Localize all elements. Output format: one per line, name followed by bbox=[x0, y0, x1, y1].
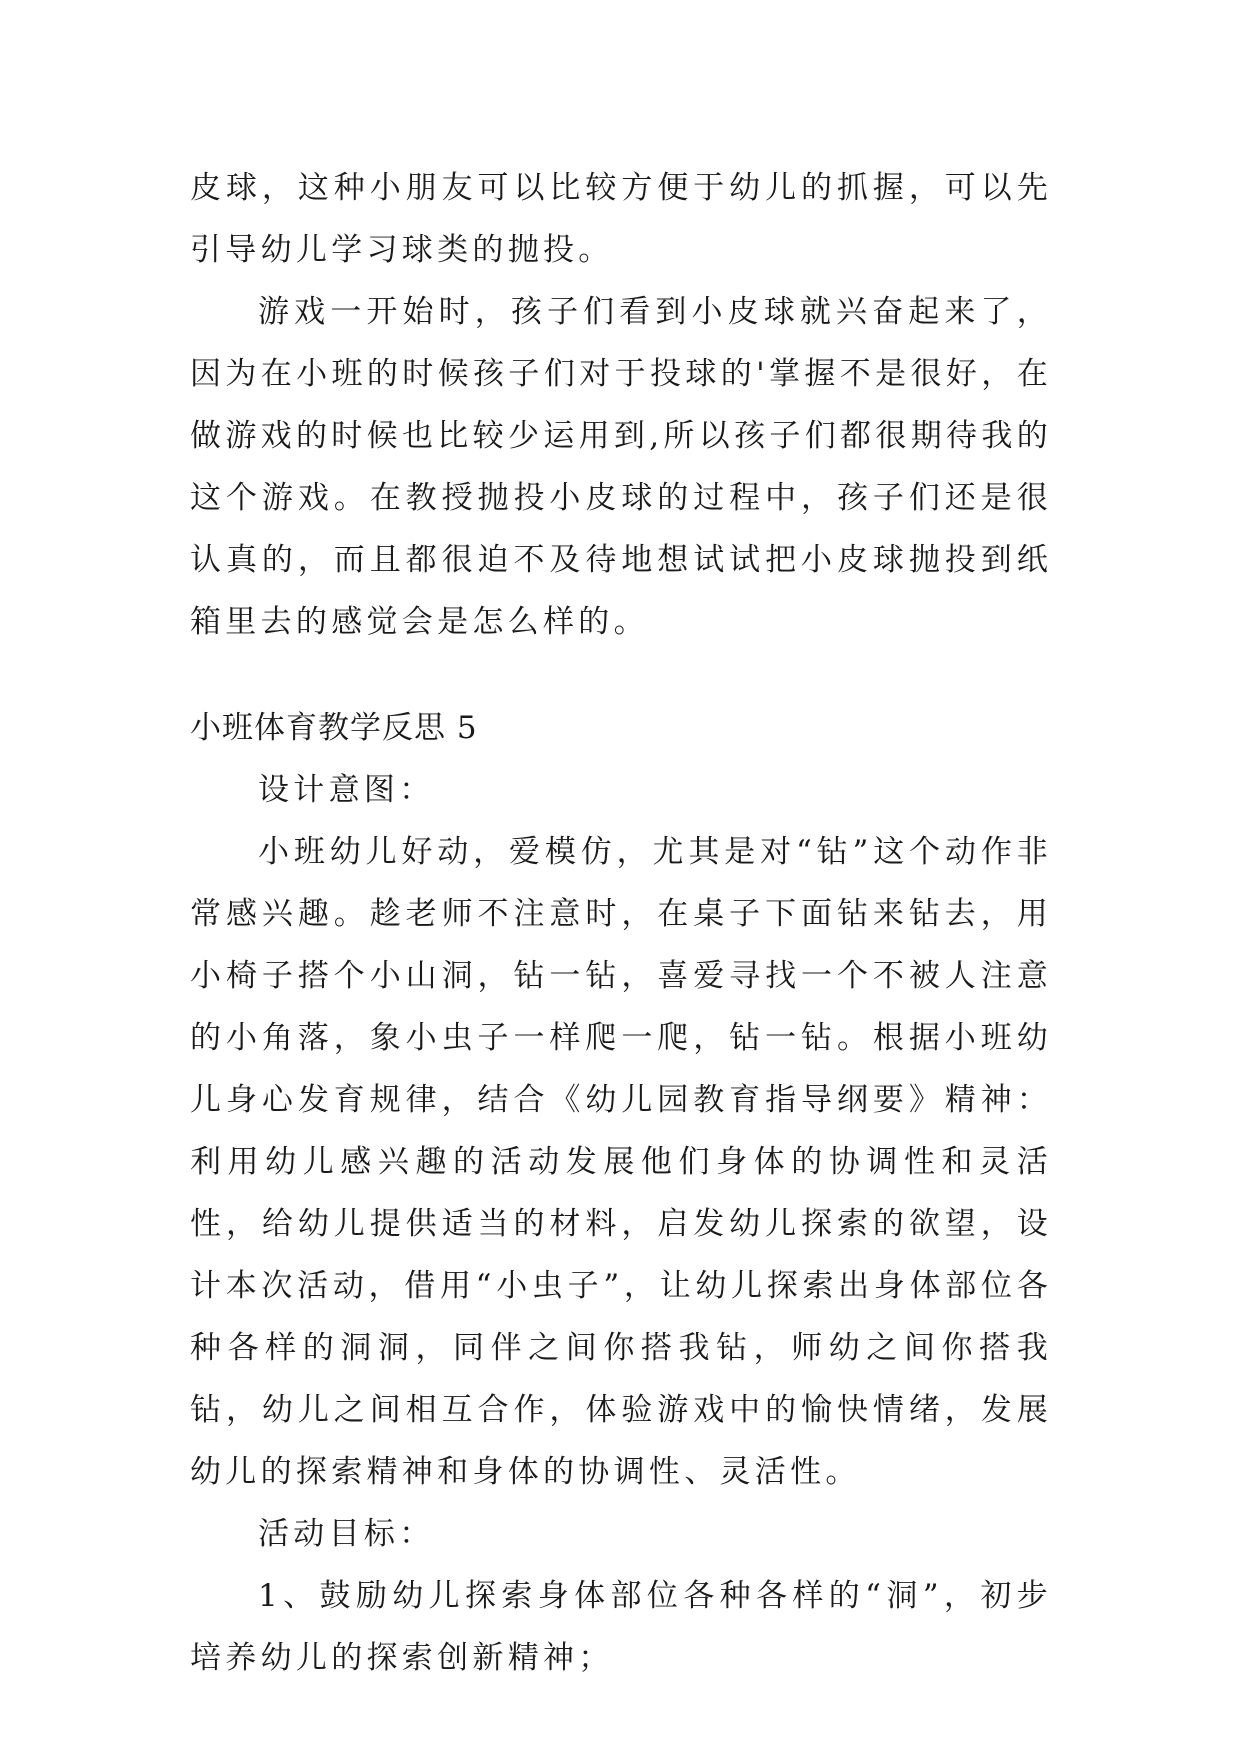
goal-item-1: 1、鼓励幼儿探索身体部位各种各样的“洞”，初步培养幼儿的探索创新精神； bbox=[190, 1578, 1052, 1676]
paragraph-continuation: 皮球，这种小朋友可以比较方便于幼儿的抓握，可以先引导幼儿学习球类的抛投。 bbox=[190, 170, 1052, 268]
paragraph-game-start: 游戏一开始时，孩子们看到小皮球就兴奋起来了，因为在小班的时候孩子们对于投球的'掌握不是很好，在做游戏的时候也比较少运用到,所以孩子们都很期待我的这个游戏。在教授抛投小皮球的过程中，孩子们还是很认真的，而且都很迫不及待地想试试把小皮球抛投到纸箱里去的感觉会是怎么样的。 bbox=[190, 294, 1052, 640]
paragraph-design-intent: 小班幼儿好动，爱模仿，尤其是对“钻”这个动作非常感兴趣。趁老师不注意时，在桌子下面钻来钻去，用小椅子搭个小山洞，钻一钻，喜爱寻找一个不被人注意的小角落，象小虫子一样爬一爬，钻一钻。根据小班幼儿身心发育规律，结合《幼儿园教育指导纲要》精神：利用幼儿感兴趣的活动发展他们身体的协调性和灵活性，给幼儿提供适当的材料，启发幼儿探索的欲望，设计本次活动，借用“小虫子”，让幼儿探索出身体部位各种各样的洞洞，同伴之间你搭我钻，师幼之间你搭我钻，幼儿之间相互合作，体验游戏中的愉快情绪，发展幼儿的探索精神和身体的协调性、灵活性。 bbox=[190, 834, 1053, 1490]
design-intent-label: 设计意图： bbox=[258, 772, 435, 808]
section-title: 小班体育教学反思 5 bbox=[190, 710, 478, 746]
document-body bbox=[190, 157, 1052, 1689]
activity-goals-label: 活动目标： bbox=[258, 1516, 435, 1552]
